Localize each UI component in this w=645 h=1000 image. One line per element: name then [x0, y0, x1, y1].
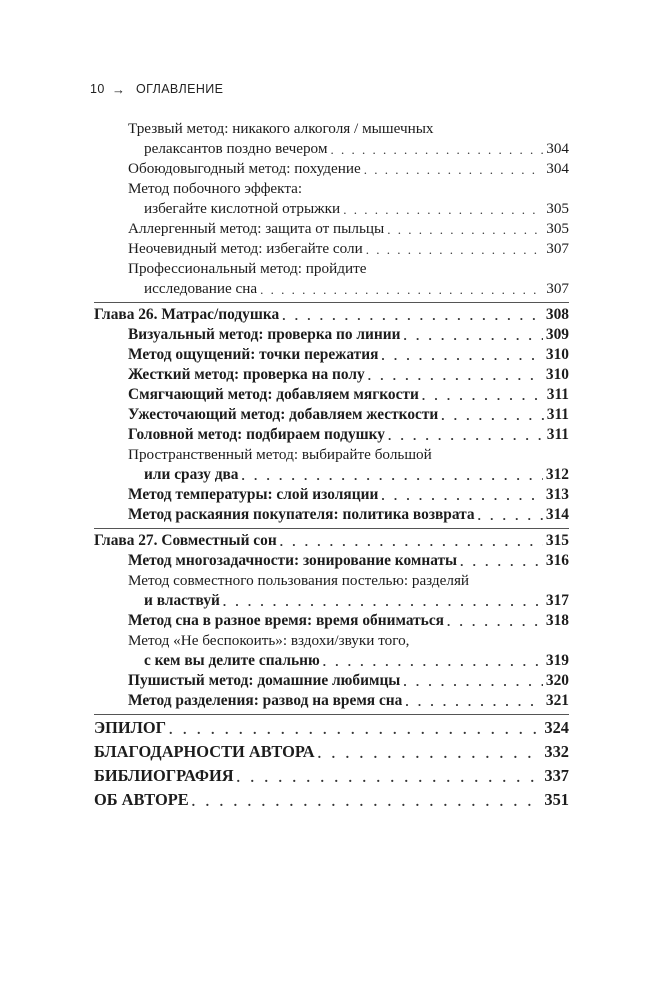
toc-page-number: 317 [545, 592, 569, 609]
toc-entry-title: Пушистый метод: домашние любимцы [128, 672, 401, 689]
toc-page-number: 337 [544, 766, 569, 785]
dot-leader [364, 161, 544, 179]
toc-page-number: 321 [545, 692, 569, 709]
toc-page-number: 320 [545, 672, 569, 689]
toc-entry-title: Головной метод: подбираем подушку [128, 426, 385, 443]
toc-entry[interactable] [94, 259, 569, 299]
toc-entry-title-cont: избегайте кислотной отрыжки [144, 200, 341, 217]
section-heading: ОБ АВТОРЕ [94, 790, 189, 809]
dot-leader [323, 653, 543, 671]
toc-page-number: 318 [545, 612, 569, 629]
toc-page-number: 307 [546, 240, 569, 257]
toc-entry-title: Метод совместного пользования постелью: разделяй [128, 572, 470, 589]
toc-entry-title: Неочевидный метод: избегайте соли [128, 240, 363, 257]
toc-entry-title: Профессиональный метод: пройдите [128, 260, 367, 277]
toc-entry-title-cont: или сразу два [144, 466, 239, 483]
chapter-27 [94, 528, 569, 711]
dot-leader [388, 427, 544, 445]
toc-entry[interactable] [94, 691, 569, 711]
toc-page-number: 332 [544, 742, 569, 761]
toc-entry-title: Метод многозадачности: зонирование комнаты [128, 552, 458, 569]
dot-leader [192, 794, 542, 812]
dot-leader [330, 141, 543, 159]
toc-entry[interactable] [94, 179, 569, 219]
toc-page-number: 304 [546, 160, 569, 177]
dot-leader [260, 281, 543, 299]
toc-page-number: 311 [546, 426, 569, 443]
toc-entry[interactable] [94, 159, 569, 179]
toc-section-bibliography[interactable] [94, 764, 569, 788]
dot-leader [404, 327, 543, 345]
toc-entry[interactable] [94, 425, 569, 445]
chapter-heading[interactable] [94, 305, 569, 325]
toc-entry[interactable] [94, 445, 569, 485]
toc-entry[interactable] [94, 631, 569, 671]
chapter-title: Глава 27. Совместный сон [94, 532, 277, 549]
toc-entry-title: Метод побочного эффекта: [128, 180, 303, 197]
dot-leader [223, 593, 543, 611]
arrow-right-icon: → [112, 81, 126, 97]
toc-entry-title-cont: и властвуй [144, 592, 220, 609]
toc-entry[interactable] [94, 405, 569, 425]
toc-page-number: 314 [545, 506, 569, 523]
dot-leader [403, 673, 543, 691]
dot-leader [280, 533, 543, 551]
toc-page-number: 319 [545, 652, 569, 669]
toc-page-number: 307 [546, 280, 569, 297]
dot-leader [318, 746, 542, 764]
back-matter [94, 714, 569, 812]
dot-leader [237, 770, 542, 788]
toc-entry-title: Метод разделения: развод на время сна [128, 692, 403, 709]
toc-entry-title: Метод сна в разное время: время обниматься [128, 612, 444, 629]
toc-section-about-author[interactable] [94, 788, 569, 812]
chapter-heading[interactable] [94, 531, 569, 551]
dot-leader [447, 613, 543, 631]
dot-leader [242, 467, 543, 485]
toc-page-number: 324 [544, 718, 569, 737]
toc-page-number: 305 [546, 220, 569, 237]
toc-entry-title-cont: с кем вы делите спальню [144, 652, 320, 669]
dot-leader [343, 201, 543, 219]
toc-entry-title-cont: исследование сна [144, 280, 258, 297]
toc-entry-title: Пространственный метод: выбирайте большой [128, 446, 432, 463]
dot-leader [381, 347, 543, 365]
toc-entry[interactable] [94, 505, 569, 525]
toc-entry[interactable] [94, 219, 569, 239]
table-of-contents [94, 119, 569, 812]
section-heading: БЛАГОДАРНОСТИ АВТОРА [94, 742, 315, 761]
dot-leader [366, 241, 543, 259]
toc-page-number: 304 [546, 140, 569, 157]
toc-entry[interactable] [94, 119, 569, 159]
running-head [90, 80, 223, 98]
toc-entry-title: Трезвый метод: никакого алкоголя / мышечных [128, 120, 434, 137]
toc-page-number: 308 [545, 306, 569, 323]
toc-section-epilogue[interactable] [94, 716, 569, 740]
toc-page-number: 310 [545, 366, 569, 383]
dot-leader [282, 307, 543, 325]
dot-leader [381, 487, 543, 505]
chapter-title: Глава 26. Матрас/подушка [94, 306, 280, 323]
dot-leader [441, 407, 543, 425]
chapter-26 [94, 302, 569, 525]
toc-entry-title: Жесткий метод: проверка на полу [128, 366, 365, 383]
toc-entry[interactable] [94, 345, 569, 365]
section-heading: БИБЛИОГРАФИЯ [94, 766, 234, 785]
toc-entry[interactable] [94, 671, 569, 691]
toc-page-number: 312 [545, 466, 569, 483]
toc-page-number: 315 [545, 532, 569, 549]
toc-section-acknowledgements[interactable] [94, 740, 569, 764]
toc-page-number: 311 [546, 386, 569, 403]
toc-entry[interactable] [94, 325, 569, 345]
toc-page-number: 309 [545, 326, 569, 343]
dot-leader [368, 367, 543, 385]
toc-entry[interactable] [94, 239, 569, 259]
toc-entry[interactable] [94, 385, 569, 405]
toc-entry[interactable] [94, 485, 569, 505]
dot-leader [405, 693, 543, 711]
toc-entry-title-cont: релаксантов поздно вечером [144, 140, 328, 157]
section-title: ОГЛАВЛЕНИЕ [136, 82, 224, 96]
toc-entry-title: Метод «Не беспокоить»: вздохи/звуки того, [128, 632, 410, 649]
toc-page-number: 310 [545, 346, 569, 363]
toc-entry-title: Смягчающий метод: добавляем мягкости [128, 386, 419, 403]
toc-page-number: 311 [546, 406, 569, 423]
toc-page-number: 305 [546, 200, 569, 217]
dot-leader [478, 507, 543, 525]
toc-entry[interactable] [94, 551, 569, 571]
toc-entry-title: Ужесточающий метод: добавляем жесткости [128, 406, 439, 423]
toc-entry-title: Аллергенный метод: защита от пыльцы [128, 220, 385, 237]
toc-entry-title: Обоюдовыгодный метод: похудение [128, 160, 361, 177]
toc-entry-title: Метод ощущений: точки пережатия [128, 346, 379, 363]
page-number: 10 [90, 82, 105, 96]
dot-leader [169, 722, 541, 740]
toc-entry[interactable] [94, 365, 569, 385]
toc-entry-title: Метод раскаяния покупателя: политика возврата [128, 506, 475, 523]
dot-leader [422, 387, 544, 405]
toc-page-number: 351 [544, 790, 569, 809]
toc-entry-title: Визуальный метод: проверка по линии [128, 326, 401, 343]
toc-entry-title: Метод температуры: слой изоляции [128, 486, 379, 503]
toc-entry[interactable] [94, 571, 569, 611]
toc-page-number: 313 [545, 486, 569, 503]
dot-leader [460, 553, 543, 571]
section-heading: ЭПИЛОГ [94, 718, 167, 737]
toc-entry[interactable] [94, 611, 569, 631]
dot-leader [387, 221, 543, 239]
toc-page-number: 316 [545, 552, 569, 569]
